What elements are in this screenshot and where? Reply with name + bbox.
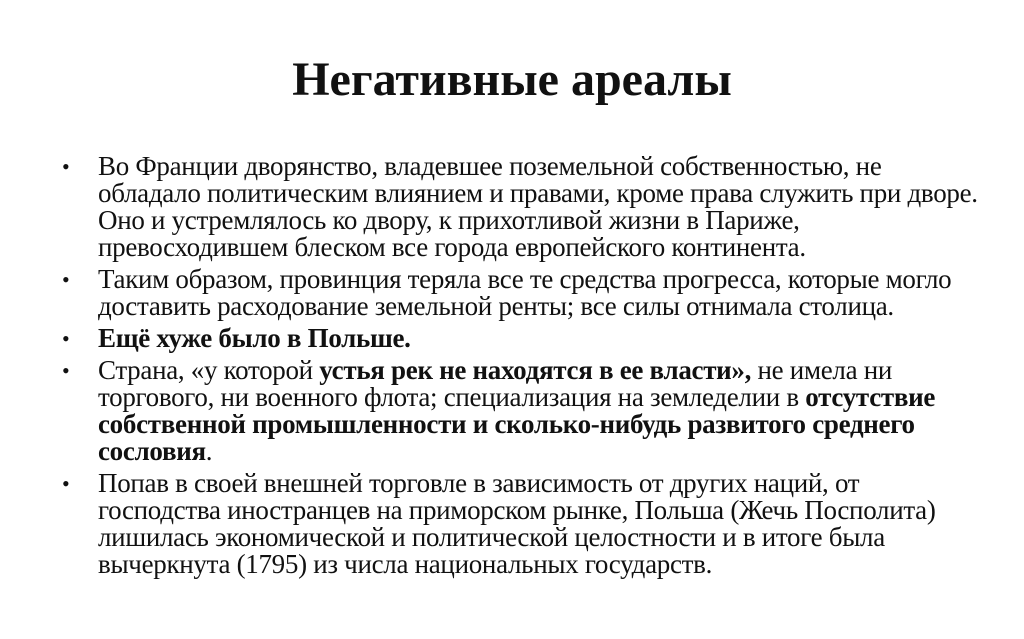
text-line <box>98 325 1002 352</box>
bold-text: Ещё хуже было в Польше. <box>98 323 411 353</box>
bullet-icon: • <box>62 326 70 351</box>
text-line <box>98 411 1002 438</box>
bold-text: собственной промышленности и сколько-нибудь развитого среднего <box>98 409 915 439</box>
bullet-item <box>62 266 1002 320</box>
bullet-icon: • <box>62 154 70 179</box>
text: доставить расходование земельной ренты; все силы отнимала столица. <box>98 291 894 321</box>
slide-title: Негативные ареалы <box>292 53 732 106</box>
text-line <box>98 497 1002 524</box>
bullet-list <box>62 153 1002 583</box>
text-line <box>98 293 1002 320</box>
text: . <box>205 436 213 466</box>
text-line <box>98 438 1002 465</box>
bullet-item <box>62 357 1002 465</box>
text: Таким образом, провинция теряла все те средства прогресса, которые могло <box>98 264 952 294</box>
text-line <box>98 207 1002 234</box>
text-line <box>98 551 1002 578</box>
bold-text: сословия <box>98 436 206 466</box>
text: Страна, «у которой <box>98 355 320 385</box>
text: превосходившем блеском все города европейского континента. <box>98 232 806 262</box>
bullet-icon: • <box>62 267 70 292</box>
bullet-item <box>62 153 1002 261</box>
text-line <box>98 266 1002 293</box>
text-line <box>98 234 1002 261</box>
text: обладало политическим влиянием и правами, кроме права служить при дворе. <box>98 178 978 208</box>
text: вычеркнута (1795) из числа национальных государств. <box>98 549 713 579</box>
text-line <box>98 524 1002 551</box>
bold-text: устья рек не находятся в ее власти», <box>319 355 752 385</box>
bullet-item <box>62 325 1002 352</box>
text-line <box>98 153 1002 180</box>
bullet-item <box>62 470 1002 578</box>
text: Во Франции дворянство, владевшее поземельной собственностью, не <box>98 151 882 181</box>
bullet-icon: • <box>62 471 70 496</box>
text-line <box>98 180 1002 207</box>
text-line <box>98 470 1002 497</box>
text-line <box>98 357 1002 384</box>
text-line <box>98 384 1002 411</box>
bold-text: отсутствие <box>805 382 936 412</box>
text: лишилась экономической и политической целостности и в итоге была <box>98 522 885 552</box>
bullet-icon: • <box>62 358 70 383</box>
text: господства иностранцев на приморском рынке, Польша (Жечь Посполита) <box>98 495 936 525</box>
text: не имела ни <box>751 355 893 385</box>
text: торгового, ни военного флота; специализация на земледелии в <box>98 382 806 412</box>
text: Оно и устремлялось ко двору, к прихотливой жизни в Париже, <box>98 205 800 235</box>
text: Попав в своей внешней торговле в зависимость от других наций, от <box>98 468 860 498</box>
